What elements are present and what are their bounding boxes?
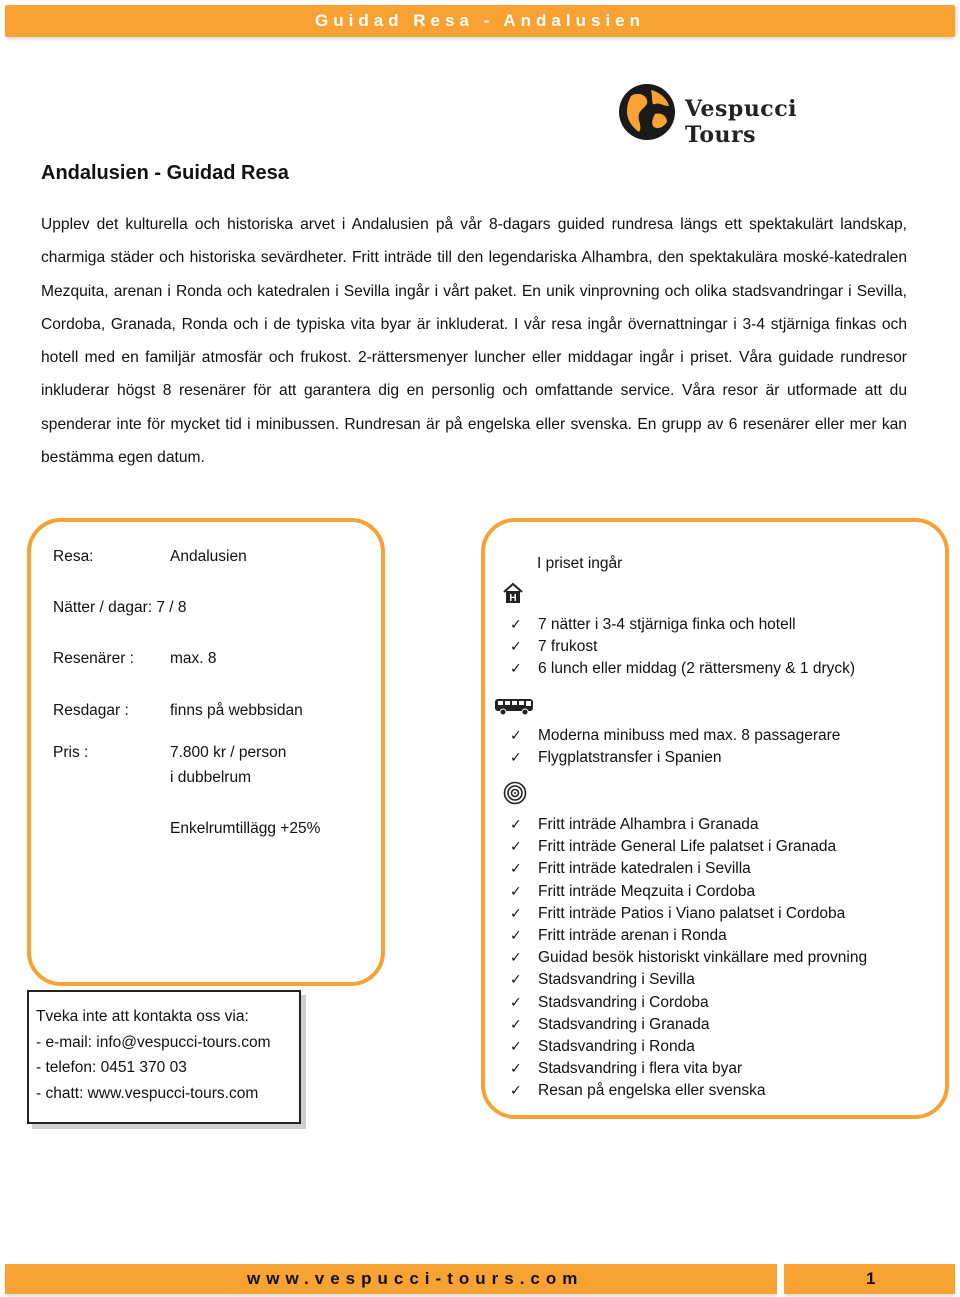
resdagar-label: Resdagar : <box>53 702 129 719</box>
check-icon: ✓ <box>510 639 522 656</box>
list-item: ✓ Fritt inträde Alhambra i Granada <box>510 814 867 836</box>
check-icon: ✓ <box>510 750 522 767</box>
list-item: ✓ Stadsvandring i Sevilla <box>510 969 867 991</box>
list-item: ✓ 7 nätter i 3-4 stjärniga finka och hotell <box>510 614 855 636</box>
page-title: Andalusien - Guidad Resa <box>41 162 289 184</box>
list-item: ✓ Guidad besök historiskt vinkällare med provning <box>510 947 867 969</box>
contact-phone[interactable]: - telefon: 0451 370 03 <box>36 1059 187 1076</box>
contact-email[interactable]: - e-mail: info@vespucci-tours.com <box>36 1034 271 1051</box>
resa-value: Andalusien <box>170 548 247 565</box>
contact-box <box>27 990 301 1124</box>
check-icon: ✓ <box>510 617 522 633</box>
list-item: ✓ 6 lunch eller middag (2 rättersmeny & 1 dryck) <box>510 658 855 680</box>
hotel-icon <box>502 582 524 604</box>
list-item: ✓ Stadsvandring i flera vita byar <box>510 1058 867 1080</box>
included-title: I priset ingår <box>537 555 623 572</box>
single-room-supplement: Enkelrumtillägg +25% <box>170 820 321 837</box>
resenarer-value: max. 8 <box>170 650 217 667</box>
header-title: Guidad Resa - Andalusien <box>314 11 646 30</box>
list-item: ✓ Fritt inträde Patios i Viano palatset i Cordoba <box>510 903 867 925</box>
resa-label: Resa: <box>53 548 94 565</box>
list-item: ✓ Flygplatstransfer i Spanien <box>510 747 840 769</box>
list-item: ✓ Resan på engelska eller svenska <box>510 1080 867 1102</box>
bus-icon <box>494 697 534 717</box>
page-number: 1 <box>866 1269 876 1288</box>
natter-label: Nätter / dagar: 7 / 8 <box>53 599 187 616</box>
list-item: ✓ 7 frukost <box>510 636 855 658</box>
resenarer-label: Resenärer : <box>53 650 134 667</box>
intro-paragraph: Upplev det kulturella och historiska arvet i Andalusien på vår 8-dagars guided rundresa längs ett spektakulärt landskap, charmiga städer och historiska sevärdheter. Fritt inträde till den legendariska Alhambra, den spektakulära moské-katedralen Mezquita, arenan i Ronda och katedralen i Sevilla ingår i vårt paket. En unik vinprovning och olika stadsvandringar i Sevilla, Cordoba, Granada, Ronda och i de typiska vita byar är inkluderat. I vår resa ingår övernattningar i 3-4 stjärniga finkas och hotell med en familjär atmosfär och frukost. 2-rättersmenyer luncher eller middagar ingår i priset. Våra guidade rundresor inkluderar högst 8 resenärer för att garantera dig en personlig och omfattande service. Våra resor är utformade att du spenderar inte för mycket tid i minibussen. Rundresan är på engelska eller svenska. En grupp av 6 resenärer eller mer kan bestämma egen datum. <box>41 216 907 467</box>
footer-page-box <box>784 1264 955 1294</box>
check-icon: ✓ <box>510 1083 522 1100</box>
header-bar <box>5 5 955 37</box>
target-icon <box>503 781 527 805</box>
check-icon: ✓ <box>510 839 522 856</box>
list-item: ✓ Moderna minibuss med max. 8 passagerare <box>510 725 840 747</box>
list-item: ✓ Stadsvandring i Granada <box>510 1014 867 1036</box>
contact-chat[interactable]: - chatt: www.vespucci-tours.com <box>36 1085 259 1102</box>
check-icon: ✓ <box>510 905 522 922</box>
list-item: ✓ Fritt inträde katedralen i Sevilla <box>510 858 867 880</box>
footer-url[interactable]: www.vespucci-tours.com <box>247 1269 584 1288</box>
check-icon: ✓ <box>510 861 522 878</box>
svg-text:H: H <box>509 593 517 604</box>
footer-bar <box>5 1264 777 1294</box>
check-icon: ✓ <box>510 972 522 989</box>
accommodation-list <box>510 614 855 681</box>
check-icon: ✓ <box>510 817 522 833</box>
list-item: ✓ Stadsvandring i Cordoba <box>510 992 867 1014</box>
contact-title: Tveka inte att kontakta oss via: <box>36 1008 249 1025</box>
check-icon: ✓ <box>510 1016 522 1033</box>
list-item: ✓ Fritt inträde arenan i Ronda <box>510 925 867 947</box>
check-icon: ✓ <box>510 883 522 900</box>
pris-value: 7.800 kr / person <box>170 744 287 761</box>
check-icon: ✓ <box>510 1061 522 1078</box>
check-icon: ✓ <box>510 728 522 744</box>
check-icon: ✓ <box>510 950 522 967</box>
vespucci-tours-logo <box>617 80 867 148</box>
pris-label: Pris : <box>53 744 89 761</box>
check-icon: ✓ <box>510 927 522 944</box>
transport-list <box>510 725 840 769</box>
globe-icon <box>617 82 677 142</box>
check-icon: ✓ <box>510 661 522 678</box>
check-icon: ✓ <box>510 994 522 1011</box>
resdagar-value: finns på webbsidan <box>170 702 303 719</box>
list-item: ✓ Fritt inträde Meqzuita i Cordoba <box>510 881 867 903</box>
activities-list <box>510 814 867 1102</box>
pris-room-type: i dubbelrum <box>170 769 251 786</box>
check-icon: ✓ <box>510 1038 522 1055</box>
logo-text: Vespucci Tours <box>685 96 797 148</box>
list-item: ✓ Stadsvandring i Ronda <box>510 1036 867 1058</box>
list-item: ✓ Fritt inträde General Life palatset i Granada <box>510 836 867 858</box>
